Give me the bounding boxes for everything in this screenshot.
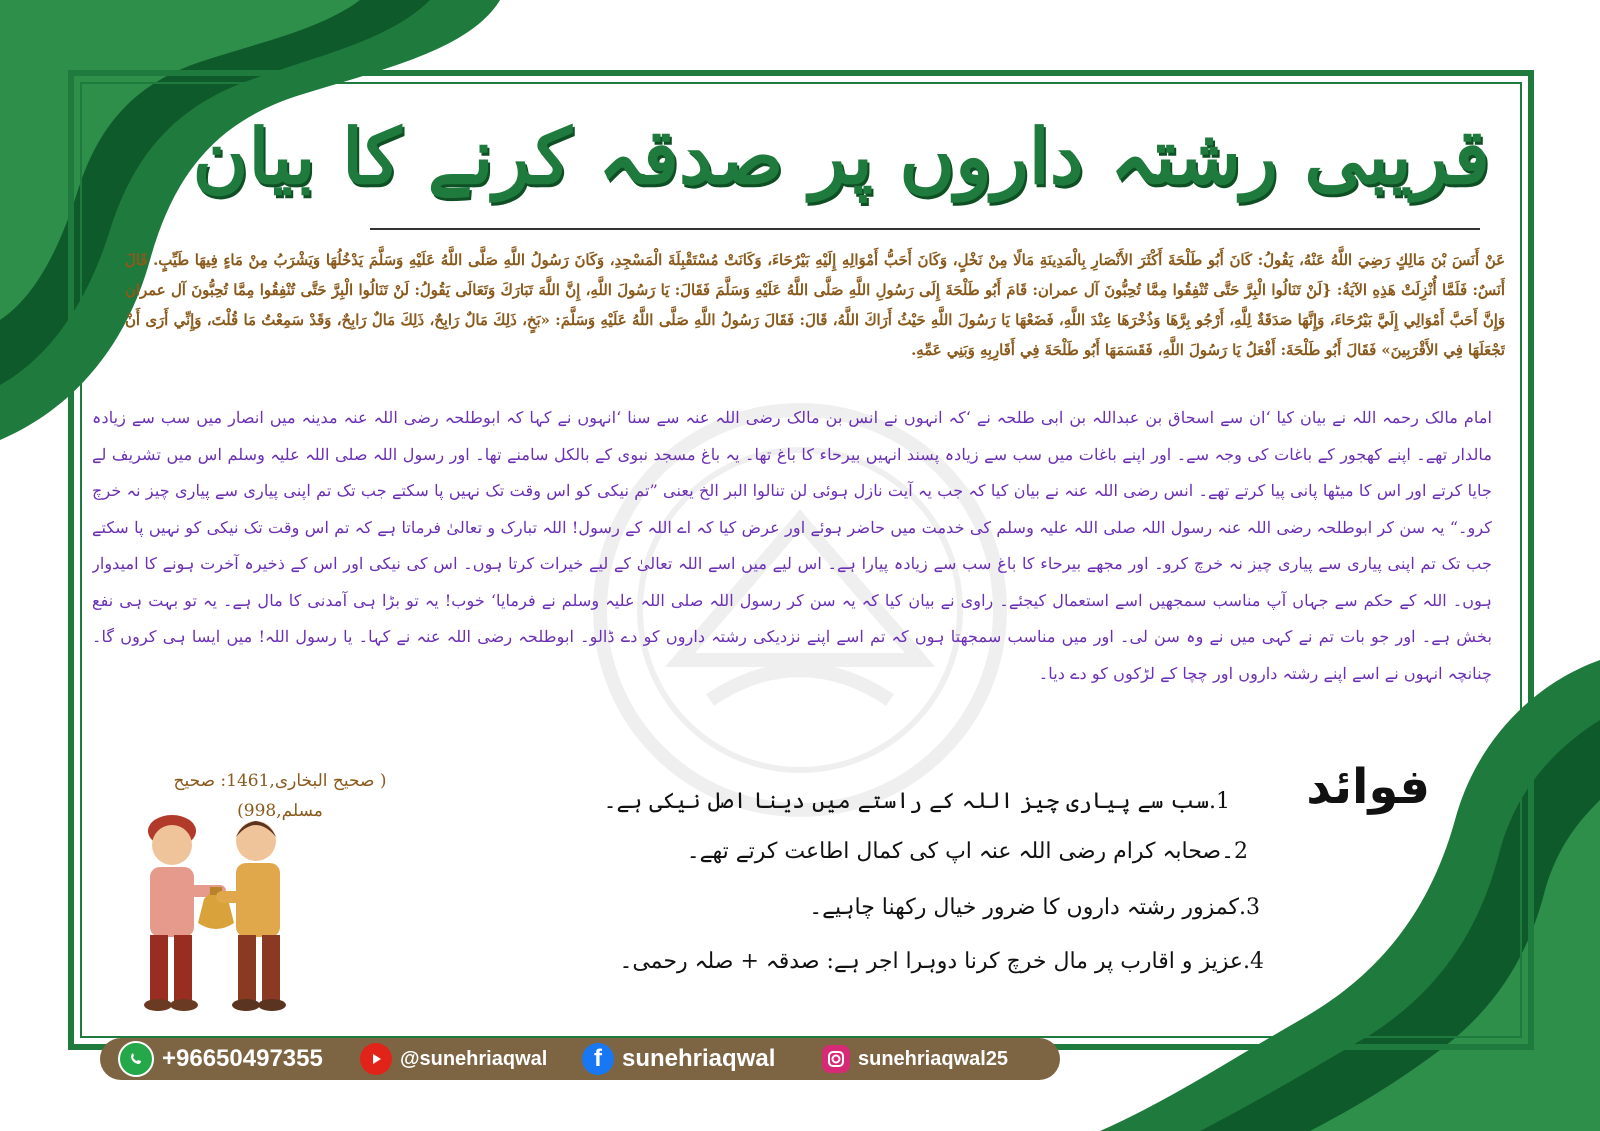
instagram-icon bbox=[822, 1045, 850, 1073]
benefits-heading: فوائد bbox=[1306, 759, 1430, 815]
footer-youtube[interactable] bbox=[360, 1038, 547, 1080]
benefit-item-4: 4.عزیز و اقارب پر مال خرچ کرنا دوہرا اجر ہے: صدقہ + صلہ رحمی۔ bbox=[619, 949, 1264, 974]
whatsapp-icon bbox=[118, 1041, 154, 1077]
children-giving-gift-illustration bbox=[120, 805, 310, 1020]
footer-facebook[interactable] bbox=[582, 1038, 775, 1080]
facebook-icon: f bbox=[582, 1043, 614, 1075]
page-title: قریبی رشتہ داروں پر صدقہ کرنے کا بیان bbox=[192, 112, 1490, 201]
title-divider bbox=[370, 228, 1480, 230]
facebook-handle: sunehriaqwal bbox=[622, 1045, 776, 1072]
hadith-reference: ( صحیح البخاری,1461: صحیح مسلم,998) bbox=[173, 771, 387, 821]
hadith-urdu-translation: امام مالک رحمہ اللہ نے بیان کیا ‘ان سے اسحاق بن عبداللہ بن ابی طلحہ نے ‘کہ انہوں نے انس بن مالک رضی اللہ عنہ سے سنا ‘انہوں نے کہا کہ ابوطلحہ رضی اللہ عنہ مدینہ میں انصار میں سب سے زیادہ مالدار تھے۔ اپنے کھجور کے باغات کی وجہ سے۔ اور اپنے باغات میں سب سے زیادہ پسند انہیں بیرحاء کا باغ تھا۔ یہ باغ مسجد نبوی کے بالکل سامنے تھا۔ اور رسول اللہ صلی اللہ علیہ وسلم اس میں تشریف لے جایا کرتے اور اس کا میٹھا پانی پیا کرتے تھے۔ انس رضی اللہ عنہ نے بیان کیا کہ جب یہ آیت نازل ہوئی لن تنالوا البر الخ یعنی ”تم نیکی کو اس وقت تک نہیں پا سکتے جب تک تم اپنی پیاری سے پیاری چیز نہ خرچ کرو۔“ یہ سن کر ابوطلحہ رضی اللہ عنہ رسول اللہ صلی اللہ علیہ وسلم کی خدمت میں حاضر ہوئے اور عرض کیا کہ اے اللہ کے رسول! اللہ تبارک و تعالیٰ فرماتا ہے کہ تم اس وقت تک نیکی کو نہیں پا سکتے جب تک تم اپنی پیاری سے پیاری چیز نہ خرچ کرو۔ اور مجھے بیرحاء کا باغ سب سے زیادہ پیارا ہے۔ اس لیے میں اسے اللہ تعالیٰ کے لیے خیرات کرتا ہوں۔ اس کی نیکی اور اس کے ذخیرہ آخرت ہونے کا امیدوار ہوں۔ اللہ کے حکم سے جہاں آپ مناسب سمجھیں اسے استعمال کیجئے۔ راوی نے بیان کیا کہ یہ سن کر رسول اللہ صلی اللہ علیہ وسلم نے فرمایا‘ خوب! یہ تو بڑا ہی آمدنی کا مال ہے۔ یہ تو بہت ہی نفع بخش ہے۔ اور جو بات تم نے کہی میں نے وہ سن لی۔ اور میں مناسب سمجھتا ہوں کہ تم اسے اپنے نزدیکی رشتہ داروں کو دے ڈالو۔ ابوطلحہ رضی اللہ عنہ نے کہا۔ یا رسول اللہ! میں ایسا ہی کروں گا۔ چنانچہ انہوں نے اسے اپنے رشتہ داروں اور چچا کے لڑکوں کو دے دیا۔ bbox=[92, 408, 1492, 683]
benefit-item-2: 2۔صحابہ کرام رضی اللہ عنہ اپ کی کمال اطاعت کرتے تھے۔ bbox=[686, 839, 1248, 864]
instagram-handle: sunehriaqwal25 bbox=[858, 1047, 1009, 1070]
benefit-item-3: 3.کمزور رشتہ داروں کا ضرور خیال رکھنا چاہیے۔ bbox=[809, 895, 1260, 920]
benefit-item-1: 1.سب سے پیاری چیز اللہ کے راستے میں دینا اصل نیکی ہے۔ bbox=[603, 789, 1230, 814]
youtube-handle: @sunehriaqwal bbox=[400, 1047, 548, 1070]
youtube-icon bbox=[360, 1043, 392, 1075]
footer-whatsapp[interactable] bbox=[118, 1038, 323, 1080]
footer-instagram[interactable] bbox=[822, 1038, 1008, 1080]
hadith-arabic-text: عَنْ أَنَسَ بْنَ مَالِكٍ رَضِيَ اللَّهُ عَنْهُ، يَقُولُ: كَانَ أَبُو طَلْحَةَ أَكْثَرَ الأَنْصَارِ بِالْمَدِينَةِ مَالًا مِنْ نَخْلٍ، وَكَانَ أَحَبُّ أَمْوَالِهِ إِلَيْهِ بَيْرُحَاءَ، وَكَانَتْ مُسْتَقْبِلَةَ الْمَسْجِدِ، وَكَانَ رَسُولُ اللَّهِ صَلَّى اللَّهُ عَلَيْهِ وَسَلَّمَ يَدْخُلُهَا وَيَشْرَبُ مِنْ مَاءٍ فِيهَا طَيِّبٍ. قَالَ أَنَسٌ: فَلَمَّا أُنْزِلَتْ هَذِهِ الآيَةُ: {لَنْ تَنَالُوا الْبِرَّ حَتَّى تُنْفِقُوا مِمَّا تُحِبُّونَ آل عمران: قَامَ أَبُو طَلْحَةَ إِلَى رَسُولِ اللَّهِ صَلَّى اللَّهُ عَلَيْهِ وَسَلَّمَ فَقَالَ: يَا رَسُولَ اللَّهِ، إِنَّ اللَّهَ تَبَارَكَ وَتَعَالَى يَقُولُ: لَنْ تَنَالُوا الْبِرَّ حَتَّى تُنْفِقُوا مِمَّا تُحِبُّونَ آل عمران وَإِنَّ أَحَبَّ أَمْوَالِي إِلَيَّ بَيْرُحَاءَ، وَإِنَّهَا صَدَقَةٌ لِلَّهِ، أَرْجُو بِرَّهَا وَذُخْرَهَا عِنْدَ اللَّهِ، فَضَعْهَا يَا رَسُولَ اللَّهِ حَيْثُ أَرَاكَ اللَّهُ، قَالَ: فَقَالَ رَسُولُ اللَّهِ صَلَّى اللَّهُ عَلَيْهِ وَسَلَّمَ: «بَخٍ، ذَلِكَ مَالٌ رَابِحٌ، ذَلِكَ مَالٌ رَابِحٌ، وَقَدْ سَمِعْتُ مَا قُلْتَ، وَإِنِّي أَرَى أَنْ تَجْعَلَهَا فِي الأَقْرَبِينَ» فَقَالَ أَبُو طَلْحَةَ: أَفْعَلُ يَا رَسُولَ اللَّهِ، فَقَسَمَهَا أَبُو طَلْحَةَ فِي أَقَارِبِهِ وَبَنِي عَمِّهِ. bbox=[125, 252, 1505, 359]
whatsapp-number: +96650497355 bbox=[162, 1045, 323, 1072]
